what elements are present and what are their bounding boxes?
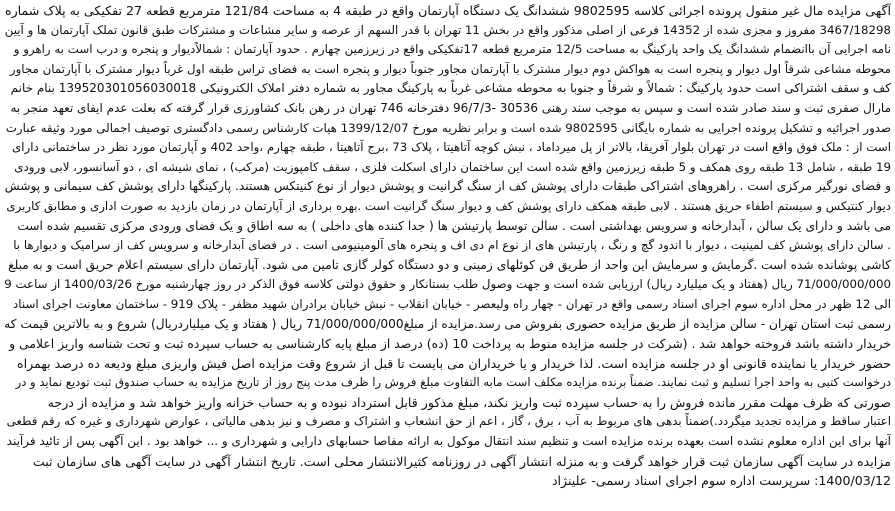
- text-line-9: 19 طبقه ، شامل 13 طبقه روی همکف و 5 طبقه زیرزمین واقع شده است این ساختمان دارای اسکلت فلزی ، سقف کامپوزیت (مرکب) ، نمای شیشه ای ، دو آسانسور، لابی ورودی: [14, 159, 891, 174]
- text-line-21: صورتی که ظرف مهلت مقرر مانده فروش را به حساب سپرده ثبت واریز نکند، مبلغ مذکور قابل استرداد نبوده و به حساب خزانه واریز خواهد شد و مزایده از درجه: [47, 394, 891, 410]
- text-line-12: می باشد و دارای یک سالن ، آبدارخانه و سرویس بهداشتی است . سالن توسط پارتیشن ها ( جدا کننده های داخلی ) به سه اطاق و یک فضای ورودی مرکزی تقسیم شده است: [17, 218, 891, 233]
- text-line-10: و فضای نورگیر مرکزی است . راهروهای اشتراکی طبقات دارای پوشش کف از سنگ گرانیت و پوشش دیوار از نوع کنیتکس هستند. پارکینگها دارای پوشش کف سیمانی و پوشش: [4, 179, 891, 194]
- text-line-3: نامه اجرایی آن باانضمام ششدانگ یک واحد پارکینگ به مساحت 12/5 مترمربع قطعه 17تفکیکی واقع در زیرزمین چهارم . حدود آپارتمان : شمالاًدیوار و پنجره و درب است به راهرو و: [13, 42, 891, 57]
- text-line-6: مارال صفری ثبت و سند صادر شده است و سپس به موجب سند رهنی 30536 -96/7/3 دفترخانه 746 تهران در رهن بانک کشاورزی قرار گرفته که بعلت عدم ایفای تعهد منجر به: [10, 100, 891, 115]
- text-line-15: 71/000/000/000 ریال (هفتاد و یک میلیارد ریال) ارزیابی شده است و جهت وصول طلب بستانکار و حقوق دولتی کلاسه فوق الذکر در روز چهارشنبه مورخ 1400/03/26 از ساعت 9: [4, 277, 891, 292]
- text-line-13: . سالن دارای پوشش کف لمینیت ، دیوار با اندود گچ و رنگ ، پارتیشن های از نوع ام دی اف و پنجره های آلومینیومی است . در فضای آبدارخانه و سرویس کف از سرامیک و دیوارها با: [13, 238, 891, 253]
- text-line-1: آگهی مزایده مال غیر منقول پرونده اجرائی کلاسه 9802595 ششدانگ یک دستگاه آپارتمان واقع در طبقه 4 به مساحت 121/84 مترمربع قطعه 27 تفکیکی به پلاک شماره: [4, 3, 891, 18]
- text-line-22: اعتبار ساقط و مزایده تجدید میگردد.)ضمناً بدهی های مربوط به آب ، برق ، گاز ، اعم از حق انشعاب و اشتراک و مصرف و نیز بدهی مالیاتی ، عوارض شهرداری و غیره که رقم قطعی: [6, 414, 891, 429]
- text-line-24: مزایده در سایت آگهی سازمان ثبت قرار خواهد گرفت و به منزله انتشار آگهی در روزنامه کثیرالانتشار محلی است. تاریخ انتشار آگهی در سایت آگهی های سازمان ثبت: [32, 453, 891, 469]
- text-line-23: آنها برای این اداره معلوم نشده است بعهده برنده مزایده است و تنظیم سند انتقال موکول به ارائه مفاصا حسابهای دارایی و شهرداری و ... خواهد بود . این آگهی پس از تائید فرآیند: [6, 434, 891, 449]
- text-line-25-signature: 1400/03/12: سرپرست اداره سوم اجرای اسناد رسمی- علینژاد: [551, 473, 891, 489]
- notice-body: [4, 1, 891, 491]
- text-line-16: الی 12 ظهر در محل اداره سوم اجرای اسناد رسمی واقع در تهران - چهار راه ولیعصر - خیابان انقلاب - نبش خیابان برادران شهید مظفر - پلاک 919 - ساختمان معاونت اجرای اسناد: [13, 296, 891, 311]
- text-line-8: است از : ملک فوق واقع است در تهران بلوار آفریقا، بالاتر از پل میرداماد ، نبش کوچه آتاهیتا ، پلاک 73 ،برج آتاهیتا ، طبقه چهارم ،واحد 402 و آپارتمان مورد نظر در ساختمانی دارای: [12, 140, 891, 155]
- text-line-5: کف و سقف اشتراکی است حدود پارکینگ : شمالاً و شرقاً و جنوبا به محوطه مشاعی غرباً به پارکینگ مجاور به شماره دفتر املاک الکترونیکی 139520301056030018 بنام خانم: [10, 81, 891, 96]
- text-line-2: 3467/18298 مفروز و مجزی شده از 14352 فرعی از اصلی مذکور واقع در بخش 11 تهران با قدر السهم از عرصه و سایر مشاعات و مشترکات طبق قانون تملک آپارتمان ها و آیین: [4, 22, 891, 37]
- text-line-19: حضور خریدار یا نماینده قانونی او در جلسه مزایده است. لذا خریدار و یا خریداران می بایست تا قبل از شروع وقت مزایده اصل فیش واریزی مبلغ ودیعه ده درصد بهمراه: [17, 355, 891, 371]
- text-line-7: صدور اجرائیه و تشکیل پرونده اجرایی به شماره بایگانی 9802595 شده است و برابر نظریه مورخ 1399/12/07 هیات کارشناس رسمی دادگستری توصیف اجمالی مورد وثیقه عبارت: [5, 120, 891, 135]
- text-line-14: کاشی پوشانده شده است .گرمایش و سرمایش این واحد از طریق فن کوئلهای زمینی و دو دستگاه کولر گازی تامین می شود. آپارتمان دارای سیستم اعلام حریق است و به مبلغ: [8, 257, 891, 272]
- text-line-20: درخواست کتبی به واحد اجرا تسلیم و ثبت نمایند. ضمناً برنده مزایده مکلف است مابه التفاوت مبلغ فروش را ظرف مدت پنج روز از تاریخ مزایده به حساب صندوق ثبت تودیع نماید و در: [15, 375, 891, 390]
- text-line-11: دیوار کنتیکس و سیستم اطفاء حریق هستند . لابی طبقه همکف دارای پوشش کف و دیوار سنگ گرانیت است .بهره برداری از آپارتمان در زمان بازدید به صورت اداری و مطابق کاربری: [6, 198, 891, 213]
- text-line-18: خریدار داشته باشد فروخته خواهد شد . (شرکت در جلسه مزایده منوط به پرداخت 10 (ده) درصد از مبلغ پایه کارشناسی به حساب سپرده ثبت و تحت شناسه واریز اعلامی و: [9, 336, 891, 352]
- text-line-17: رسمی ثبت استان تهران - سالن مزایده از طریق مزایده حضوری بفروش می رسد.مزایده از مبلغ71/000/000/000 ریال ( هفتاد و یک میلیاردریال) شروع و به بالاترین قیمت که: [4, 316, 891, 331]
- text-line-4: محوطه مشاعی شرقاً اول دیوار و پنجره است به هواکش دوم دیوار مشترک با آپارتمان مجاور جنوباً دیوار و پنجره است به فضای تراس طبقه اول غرباً دیوار مشترک با آپارتمان مجاور: [9, 61, 891, 76]
